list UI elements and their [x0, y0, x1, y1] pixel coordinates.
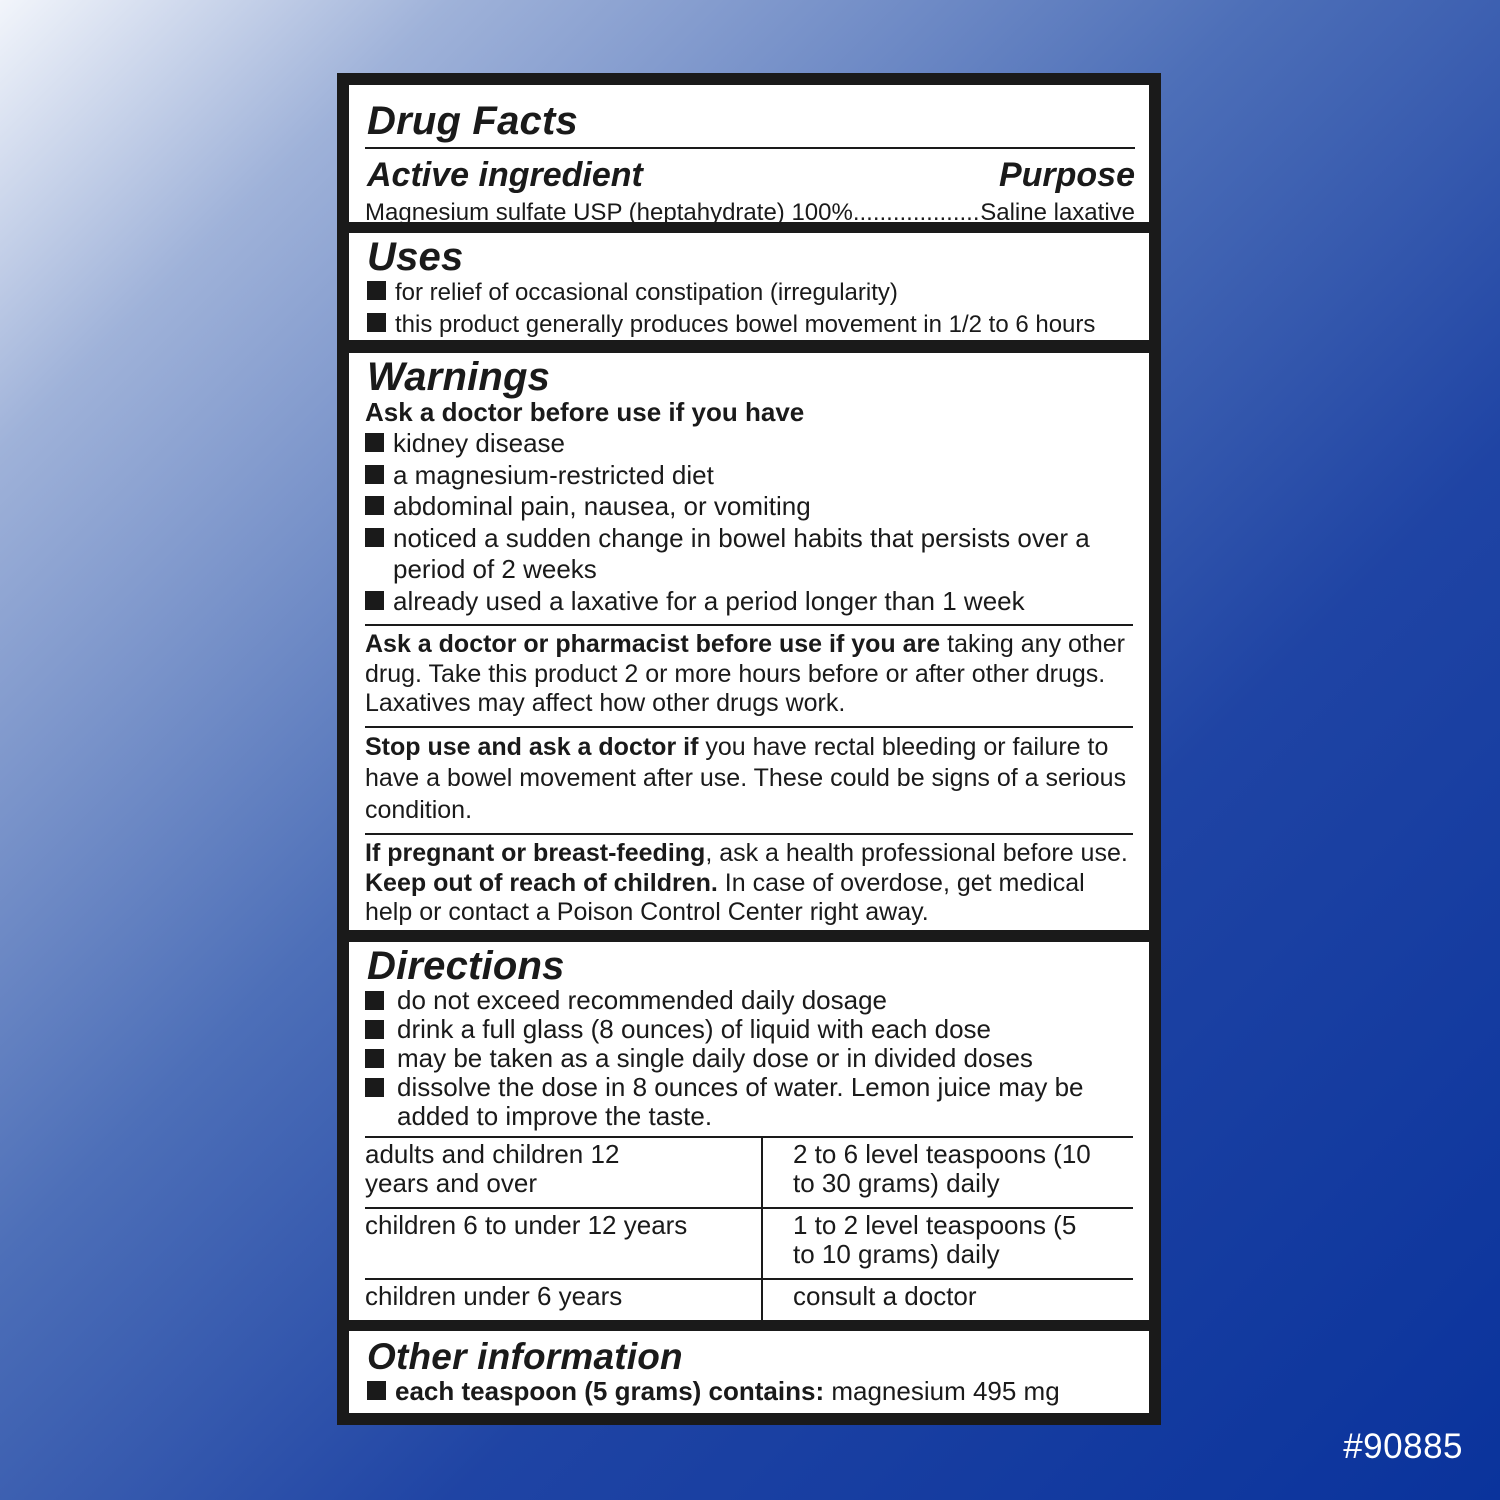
drug-facts-panel: [337, 73, 1161, 1425]
divider: [365, 147, 1135, 149]
purpose-heading: Purpose: [998, 156, 1135, 194]
bullet-square-icon: [365, 1078, 384, 1097]
ingredient-row: [365, 199, 1135, 227]
age-group-cell: children under 6 years: [365, 1279, 762, 1320]
bullet-square-icon: [365, 1020, 384, 1039]
warnings-heading: Warnings: [367, 355, 551, 399]
bullet-square-icon: [367, 313, 386, 332]
dose-cell: 2 to 6 level teaspoons (10 to 30 grams) daily: [762, 1137, 1133, 1208]
bullet-square-icon: [365, 591, 384, 610]
list-item: do not exceed recommended daily dosage: [365, 986, 1133, 1015]
ask-doctor-heading: Ask a doctor before use if you have: [365, 397, 805, 427]
dose-cell: 1 to 2 level teaspoons (5 to 10 grams) daily: [762, 1208, 1133, 1279]
other-information-section: [349, 1331, 1149, 1413]
list-item: each teaspoon (5 grams) contains: magnesium 495 mg: [367, 1376, 1060, 1407]
directions-section: [349, 942, 1149, 1320]
pharmacist-warning: Ask a doctor or pharmacist before use if you are taking any other drug. Take this product 2 or more hours before or after other drugs. Laxatives may affect how other drugs work.: [365, 630, 1126, 717]
list-item: noticed a sudden change in bowel habits that persists over a period of 2 weeks: [365, 523, 1133, 586]
list-item: dissolve the dose in 8 ounces of water. Lemon juice may be added to improve the taste.: [365, 1073, 1133, 1131]
list-item: drink a full glass (8 ounces) of liquid with each dose: [365, 1015, 1133, 1044]
other-information-heading: Other information: [367, 1336, 683, 1377]
list-item: for relief of occasional constipation (irregularity): [367, 279, 898, 307]
bullet-square-icon: [365, 991, 384, 1010]
age-group-cell: adults and children 12 years and over: [365, 1137, 762, 1208]
bullet-square-icon: [365, 1049, 384, 1068]
ingredient-name: Magnesium sulfate USP (heptahydrate) 100%: [365, 199, 853, 226]
active-ingredient-section: [349, 85, 1149, 226]
bullet-square-icon: [365, 465, 384, 484]
uses-section: [349, 233, 1149, 340]
list-item: may be taken as a single daily dose or in divided doses: [365, 1044, 1133, 1073]
dosage-table: [365, 1136, 1133, 1320]
table-row: [365, 1208, 1133, 1279]
product-code: #90885: [1343, 1427, 1463, 1466]
uses-heading: Uses: [367, 235, 464, 279]
active-ingredient-heading: Active ingredient: [367, 156, 643, 194]
bullet-square-icon: [367, 281, 386, 300]
list-item: a magnesium-restricted diet: [365, 460, 1133, 492]
table-row: [365, 1137, 1133, 1208]
dose-cell: consult a doctor: [762, 1279, 1133, 1320]
list-item: kidney disease: [365, 428, 1133, 460]
stop-use-warning: Stop use and ask a doctor if you have rectal bleeding or failure to have a bowel movement after use. These could be signs of a serious condition.: [365, 732, 1127, 824]
age-group-cell: children 6 to under 12 years: [365, 1208, 762, 1279]
leader-dots: [853, 199, 980, 227]
bullet-square-icon: [365, 433, 384, 452]
bullet-square-icon: [365, 496, 384, 515]
table-row: [365, 1279, 1133, 1320]
drug-facts-title: Drug Facts: [367, 99, 578, 143]
list-item: abdominal pain, nausea, or vomiting: [365, 491, 1133, 523]
pregnancy-warning: If pregnant or breast-feeding, ask a health professional before use. Keep out of reach of children. In case of overdose, get medical help or contact a Poison Control Center right away.: [365, 839, 1128, 926]
warnings-section: [349, 353, 1149, 930]
list-item: already used a laxative for a period longer than 1 week: [365, 586, 1133, 618]
list-item: this product generally produces bowel movement in 1/2 to 6 hours: [367, 311, 1095, 339]
ingredient-purpose: Saline laxative: [980, 199, 1135, 226]
bullet-square-icon: [365, 528, 384, 547]
bullet-square-icon: [367, 1381, 386, 1400]
directions-heading: Directions: [367, 944, 565, 988]
